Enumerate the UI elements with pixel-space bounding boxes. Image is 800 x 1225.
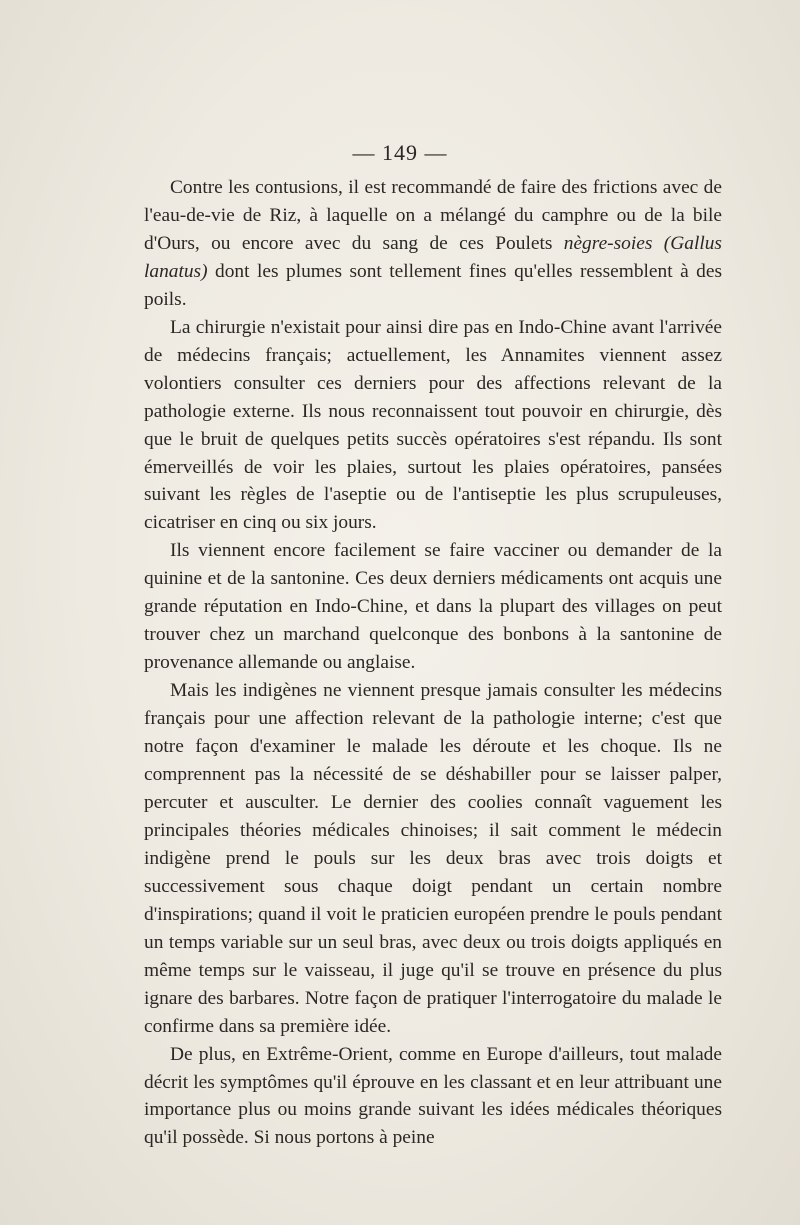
page-number: — 149 — — [352, 140, 448, 165]
paragraph-vaccination: Ils viennent encore facilement se faire vacciner ou demander de la quinine et de la santonine. Ces deux derniers médicaments ont acquis une grande réputation en Indo-Chine, et dans la plupart des villages on peut trouver chez un marchand quelconque des bonbons à la santonine de provenance allemande ou anglaise. — [144, 540, 722, 674]
paragraph-extreme-orient: De plus, en Extrême-Orient, comme en Europe d'ailleurs, tout malade décrit les symptômes qu'il éprouve en les classant et en leur attribuant une importance plus ou moins grande suivant les idées médicales théoriques qu'il possède. Si nous portons à peine — [144, 1043, 722, 1149]
paragraph-contusions-text: Contre les contusions, il est recommandé de faire des frictions avec de l'eau-de-vie de Riz, à laquelle on a mélangé du camphre ou de la bile d'Ours, ou encore avec du sang de ces Poulets — [144, 177, 722, 254]
italic-term-negre-soies: nègre-soies — [563, 232, 653, 254]
italic-term-gallus-lanatus: (Gallus lanatus) — [144, 232, 722, 282]
body-text — [144, 174, 722, 1152]
paragraph-contusions: Contre les contusions, il est recommandé de faire des frictions avec de l'eau-de-vie de Riz, à laquelle on a mélangé du camphre ou de la bile d'Ours, ou encore avec du sang de ces Poulets nègre-soies (Gallus lanatus) dont les plumes sont tellement fines qu'elles ressemblent à des poils. — [144, 177, 722, 310]
paragraph-pathologie-interne: Mais les indigènes ne viennent presque jamais consulter les médecins français pour une affection relevant de la pathologie interne; c'est que notre façon d'examiner le malade les déroute et les choque. Ils ne comprennent pas la nécessité de se déshabiller pour se laisser palper, percuter et ausculter. Le dernier des coolies connaît vaguement les principales théories médicales chinoises; il sait comment le médecin indigène prend le pouls sur les deux bras avec trois doigts et successivement sous chaque doigt pendant un certain nombre d'inspirations; quand il voit le praticien européen prendre le pouls pendant un temps variable sur un seul bras, avec deux ou trois doigts appliqués en même temps sur le vaisseau, il juge qu'il se trouve en présence du plus ignare des barbares. Notre façon de pratiquer l'interrogatoire du malade le confirme dans sa première idée. — [144, 680, 722, 1037]
paragraph-chirurgie: La chirurgie n'existait pour ainsi dire pas en Indo-Chine avant l'arrivée de médecins français; actuellement, les Annamites viennent assez volontiers consulter ces derniers pour des affections relevant de la pathologie externe. Ils nous reconnaissent tout pouvoir en chirurgie, dès que le bruit de quelques petits succès opératoires s'est répandu. Ils sont émerveillés de voir les plaies, surtout les plaies opératoires, pansées suivant les règles de l'aseptie ou de l'antiseptie les plus scrupuleuses, cicatriser en cinq ou six jours. — [144, 316, 722, 534]
